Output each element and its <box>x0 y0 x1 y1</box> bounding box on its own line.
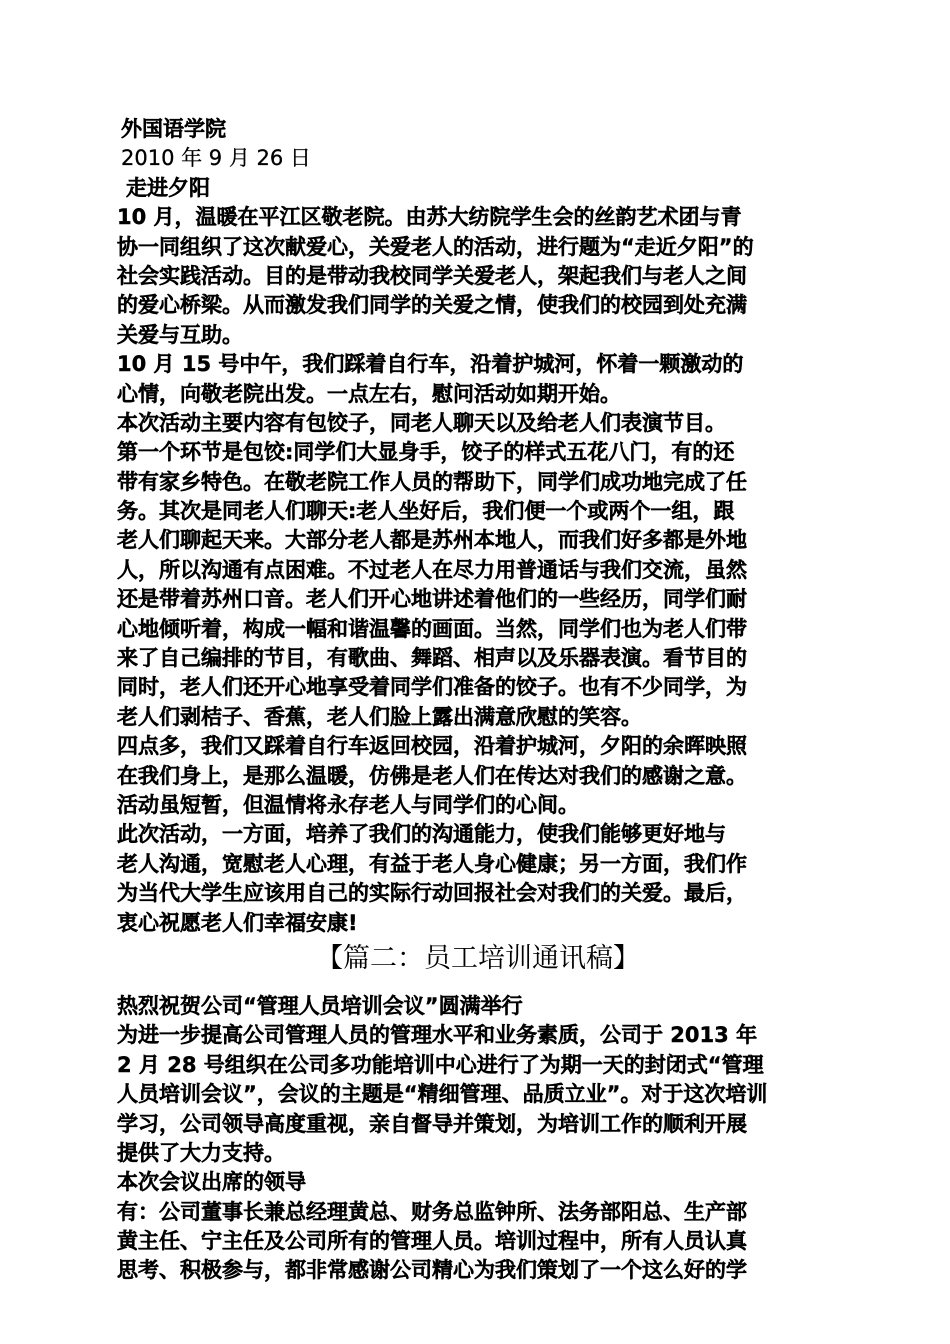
text-line: 协一同组织了这次献爱心，关爱老人的活动，进行题为“走近夕阳”的 <box>117 234 754 259</box>
section-heading: 【篇二：员工培训通讯稿】 <box>316 942 640 974</box>
text-line: 来了自己编排的节目，有歌曲、舞蹈、相声以及乐器表演。看节目的 <box>117 646 747 671</box>
text-line: 此次活动，一方面，培养了我们的沟通能力，使我们能够更好地与 <box>117 822 726 847</box>
text-line: 为进一步提高公司管理人员的管理水平和业务素质，公司于 2013 年 <box>117 1023 758 1048</box>
report-date: 2010 年 9 月 26 日 <box>121 146 311 171</box>
text-line: 老人沟通，宽慰老人心理，有益于老人身心健康；另一方面，我们作 <box>117 851 747 876</box>
text-line: 的爱心桥梁。从而激发我们同学的关爱之情，使我们的校园到处充满 <box>117 293 747 318</box>
text-line: 社会实践活动。目的是带动我校同学关爱老人，架起我们与老人之间 <box>117 263 747 288</box>
text-line: 老人们剥桔子、香蕉，老人们脸上露出满意欣慰的笑容。 <box>117 704 642 729</box>
text-line: 学习，公司领导高度重视，亲自督导并策划，为培训工作的顺利开展 <box>117 1111 747 1136</box>
text-line: 为当代大学生应该用自己的实际行动回报社会对我们的关爱。最后， <box>117 881 747 906</box>
text-line: 提供了大力支持。 <box>117 1140 285 1165</box>
text-line: 本次会议出席的领导 <box>117 1170 306 1195</box>
text-line: 务。其次是同老人们聊天:老人坐好后，我们便一个或两个一组，跟 <box>117 499 735 524</box>
article-body-2 <box>117 1021 839 1286</box>
text-line: 人员培训会议”，会议的主题是“精细管理、品质立业”。对于这次培训 <box>117 1082 768 1107</box>
document-page <box>117 115 839 1286</box>
article-body <box>117 203 839 938</box>
text-line: 思考、积极参与，都非常感谢公司精心为我们策划了一个这么好的学 <box>117 1258 747 1283</box>
text-line: 人，所以沟通有点困难。不过老人在尽力用普通话与我们交流，虽然 <box>117 557 747 582</box>
text-line: 在我们身上，是那么温暖，仿佛是老人们在传达对我们的感谢之意。 <box>117 763 747 788</box>
text-line: 老人们聊起天来。大部分老人都是苏州本地人，而我们好多都是外地 <box>117 528 747 553</box>
text-line: 关爱与互助。 <box>117 322 243 347</box>
text-line: 10 月 15 号中午，我们踩着自行车，沿着护城河，怀着一颗激动的 <box>117 352 744 377</box>
text-line: 第一个环节是包饺:同学们大显身手，饺子的样式五花八门，有的还 <box>117 440 735 465</box>
text-line: 带有家乡特色。在敬老院工作人员的帮助下，同学们成功地完成了任 <box>117 469 747 494</box>
text-line: 同时，老人们还开心地享受着同学们准备的饺子。也有不少同学，为 <box>117 675 747 700</box>
text-line: 衷心祝愿老人们幸福安康! <box>117 910 358 935</box>
text-line: 心情，向敬老院出发。一点左右，慰问活动如期开始。 <box>117 381 621 406</box>
text-line: 黄主任、宁主任及公司所有的管理人员。培训过程中，所有人员认真 <box>117 1229 747 1254</box>
text-line: 四点多，我们又踩着自行车返回校园，沿着护城河，夕阳的余晖映照 <box>117 734 747 759</box>
text-line: 本次活动主要内容有包饺子，同老人聊天以及给老人们表演节目。 <box>117 410 726 435</box>
text-line: 2 月 28 号组织在公司多功能培训中心进行了为期一天的封闭式“管理 <box>117 1052 764 1077</box>
text-line: 活动虽短暂，但温情将永存老人与同学们的心间。 <box>117 792 579 817</box>
article-title-2: 热烈祝贺公司“管理人员培训会议”圆满举行 <box>117 993 523 1018</box>
text-line: 还是带着苏州口音。老人们开心地讲述着他们的一些经历，同学们耐 <box>117 587 747 612</box>
text-line: 心地倾听着，构成一幅和谐温馨的画面。当然，同学们也为老人们带 <box>117 616 747 641</box>
text-line: 有：公司董事长兼总经理黄总、财务总监钟所、法务部阳总、生产部 <box>117 1199 747 1224</box>
text-line: 10 月，温暖在平江区敬老院。由苏大纺院学生会的丝韵艺术团与青 <box>117 205 742 230</box>
institution-name: 外国语学院 <box>121 117 226 141</box>
article-title: 走进夕阳 <box>126 175 210 200</box>
